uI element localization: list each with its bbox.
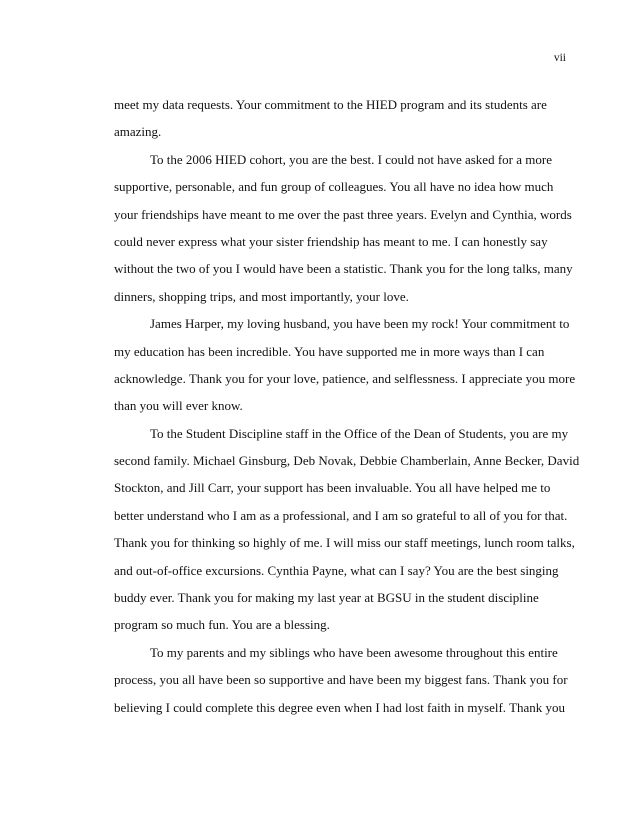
text-line: better understand who I am as a professional, and I am so grateful to all of you for that. — [114, 507, 568, 523]
text-line: could never express what your sister friendship has meant to me. I can honestly say — [114, 233, 548, 249]
text-line: dinners, shopping trips, and most importantly, your love. — [114, 288, 409, 304]
paragraph-start-line: To my parents and my siblings who have been awesome throughout this entire — [150, 644, 558, 660]
acknowledgments-text — [114, 91, 580, 721]
paragraph-start-line: To the 2006 HIED cohort, you are the best. I could not have asked for a more — [150, 151, 552, 167]
text-line: amazing. — [114, 124, 162, 140]
paragraph-start-line: To the Student Discipline staff in the Office of the Dean of Students, you are my — [150, 425, 569, 441]
paragraph-start-line: James Harper, my loving husband, you have been my rock! Your commitment to — [150, 316, 570, 332]
text-line: process, you all have been so supportive and have been my biggest fans. Thank you for — [114, 672, 568, 688]
text-line: second family. Michael Ginsburg, Deb Novak, Debbie Chamberlain, Anne Becker, David — [114, 453, 580, 469]
text-line: believing I could complete this degree even when I had lost faith in myself. Thank you — [114, 699, 566, 715]
text-line: acknowledge. Thank you for your love, patience, and selflessness. I appreciate you more — [114, 370, 576, 386]
text-line: meet my data requests. Your commitment to the HIED program and its students are — [114, 97, 547, 112]
page-number: vii — [553, 52, 566, 64]
text-line: than you will ever know. — [114, 398, 243, 414]
text-line: supportive, personable, and fun group of colleagues. You all have no idea how much — [114, 179, 554, 195]
text-line: your friendships have meant to me over the past three years. Evelyn and Cynthia, words — [114, 206, 572, 222]
text-line: without the two of you I would have been a statistic. Thank you for the long talks, many — [114, 261, 573, 277]
text-line: my education has been incredible. You have supported me in more ways than I can — [114, 343, 545, 359]
text-line: buddy ever. Thank you for making my last year at BGSU in the student discipline — [114, 590, 539, 606]
text-line: Thank you for thinking so highly of me. I will miss our staff meetings, lunch room talks, — [114, 535, 575, 551]
text-line: and out-of-office excursions. Cynthia Payne, what can I say? You are the best singing — [114, 562, 559, 578]
text-line: program so much fun. You are a blessing. — [114, 617, 330, 633]
text-line: Stockton, and Jill Carr, your support has been invaluable. You all have helped me to — [114, 480, 551, 496]
